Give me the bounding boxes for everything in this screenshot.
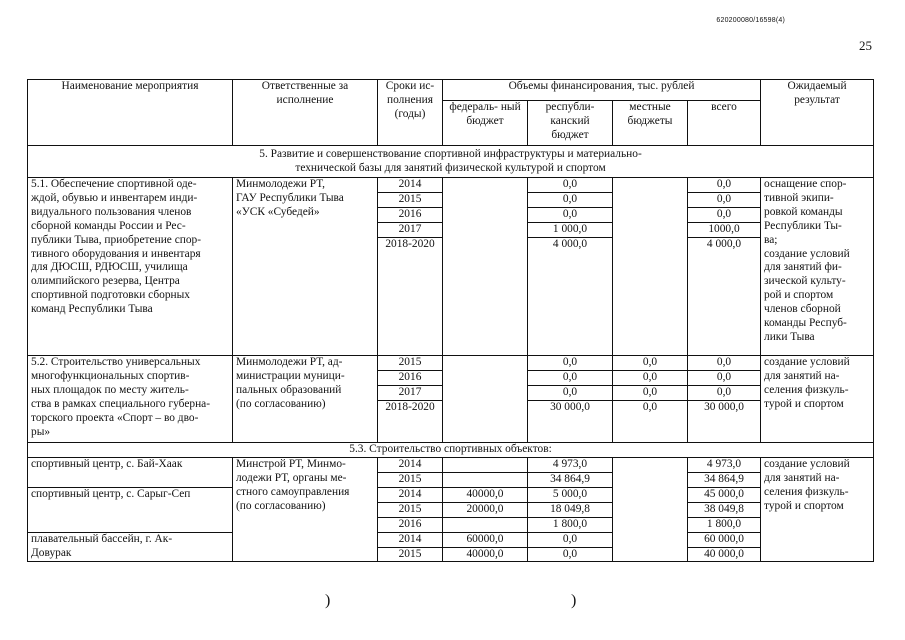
handwritten-mark: ) [325,592,331,609]
cell-blank [528,252,613,356]
cell-republic: 0,0 [528,547,613,562]
document-id: 620200080/16598(4) [716,17,785,24]
cell-blank [688,252,761,356]
cell-federal [443,356,528,443]
cell-local: 0,0 [613,370,688,385]
cell-total: 0,0 [688,370,761,385]
cell-republic: 1 000,0 [528,222,613,237]
cell-year: 2016 [378,207,443,222]
cell-local: 0,0 [613,400,688,414]
header-total: всего [688,101,761,146]
cell-blank [613,415,688,443]
cell-total: 1 800,0 [688,517,761,532]
cell-federal: 40000,0 [443,487,528,502]
object-name: плавательный бассейн, г. Ак- Довурак [28,532,233,562]
cell-year: 2018-2020 [378,237,443,251]
section-5-title: 5. Развитие и совершенствование спортивной инфраструктуры и материально- технической базы для занятий физической культурой и спортом [28,146,874,178]
table-row [28,532,874,547]
cell-year: 2014 [378,487,443,502]
header-republic: республи- канский бюджет [528,101,613,146]
cell-total: 40 000,0 [688,547,761,562]
cell-blank [378,252,443,356]
cell-republic: 30 000,0 [528,400,613,414]
cell-republic: 0,0 [528,178,613,193]
cell-local: 0,0 [613,356,688,371]
table-header [28,80,874,146]
cell-total: 0,0 [688,178,761,193]
cell-republic: 34 864,9 [528,472,613,487]
cell-republic: 4 973,0 [528,458,613,473]
cell-year: 2014 [378,458,443,473]
cell-republic: 0,0 [528,356,613,371]
cell-total: 1000,0 [688,222,761,237]
table-row [28,178,874,193]
cell-local [613,458,688,562]
header-result: Ожидаемый результат [761,80,874,146]
cell-total: 38 049,8 [688,502,761,517]
cell-total: 45 000,0 [688,487,761,502]
cell-year: 2015 [378,502,443,517]
cell-year: 2016 [378,370,443,385]
cell-total: 0,0 [688,385,761,400]
header-local: местные бюджеты [613,101,688,146]
item-5-1-responsible: Минмолодежи РТ, ГАУ Республики Тыва «УСК «Субедей» [233,178,378,356]
object-name: спортивный центр, с. Сарыг-Сеп [28,487,233,532]
cell-federal [443,472,528,487]
item-5-2-responsible: Минмолодежи РТ, ад- министрации муници- пальных образований (по согласованию) [233,356,378,443]
cell-year: 2015 [378,356,443,371]
cell-republic: 0,0 [528,192,613,207]
table-row [28,356,874,371]
table-row [28,458,874,473]
cell-total: 30 000,0 [688,400,761,414]
cell-year: 2015 [378,192,443,207]
cell-year: 2014 [378,532,443,547]
cell-year: 2017 [378,385,443,400]
item-5-2-result: создание условий для занятий на- селения физкуль- турой и спортом [761,356,874,443]
page-number: 25 [859,38,872,53]
cell-federal: 20000,0 [443,502,528,517]
cell-federal: 60000,0 [443,532,528,547]
cell-republic: 4 000,0 [528,237,613,251]
header-financing: Объемы финансирования, тыс. рублей [443,80,761,101]
cell-year: 2015 [378,547,443,562]
cell-total: 4 000,0 [688,237,761,251]
cell-federal: 40000,0 [443,547,528,562]
cell-total: 4 973,0 [688,458,761,473]
cell-year: 2015 [378,472,443,487]
item-5-2-name: 5.2. Строительство универсальных многофункциональных спортив- ных площадок по месту житель- ства в рамках специального губерна- торского проекта «Спорт – во дво- ры» [28,356,233,443]
item-5-1-name: 5.1. Обеспечение спортивной оде- ждой, обувью и инвентарем инди- видуального пользования членов сборной команды России и Рес- публики Тыва, приобретение спор- тивного оборудования и инвентаря для ДЮСШ, РДЮСШ, училища олимпийского резерва, Центра спортивной подготовки сборных команд Республики Тыва [28,178,233,356]
cell-year: 2017 [378,222,443,237]
cell-federal [443,458,528,473]
cell-republic: 5 000,0 [528,487,613,502]
cell-republic: 18 049,8 [528,502,613,517]
handwritten-mark: ) [571,592,577,609]
cell-blank [528,415,613,443]
cell-republic: 1 800,0 [528,517,613,532]
cell-total: 34 864,9 [688,472,761,487]
header-federal: федераль- ный бюджет [443,101,528,146]
section-5-3-responsible: Минстрой РТ, Минмо- лодежи РТ, органы ме- стного самоуправления (по согласованию) [233,458,378,562]
item-5-1-result: оснащение спор- тивной экипи- ровкой команды Республики Ты- ва; создание условий для занятий фи- зической культу- рой и спортом членов сборной команды Респуб- лики Тыва [761,178,874,356]
financing-table [27,79,874,562]
cell-republic: 0,0 [528,370,613,385]
object-name: спортивный центр, с. Бай-Хаак [28,458,233,488]
header-name: Наименование мероприятия [28,80,233,146]
cell-federal [443,517,528,532]
cell-year: 2016 [378,517,443,532]
cell-republic: 0,0 [528,532,613,547]
cell-republic: 0,0 [528,207,613,222]
cell-total: 0,0 [688,207,761,222]
cell-republic: 0,0 [528,385,613,400]
cell-year: 2014 [378,178,443,193]
cell-total: 60 000,0 [688,532,761,547]
footer-marks [0,592,905,612]
table-row [28,487,874,502]
cell-blank [378,415,443,443]
header-terms: Сроки ис- полнения (годы) [378,80,443,146]
cell-local [613,178,688,356]
section-5-3-title: 5.3. Строительство спортивных объектов: [28,443,874,458]
cell-total: 0,0 [688,356,761,371]
cell-year: 2018-2020 [378,400,443,414]
cell-federal [443,178,528,356]
cell-total: 0,0 [688,192,761,207]
header-responsible: Ответственные за исполнение [233,80,378,146]
cell-blank [688,415,761,443]
cell-local: 0,0 [613,385,688,400]
section-5-3-result: создание условий для занятий на- селения физкуль- турой и спортом [761,458,874,562]
